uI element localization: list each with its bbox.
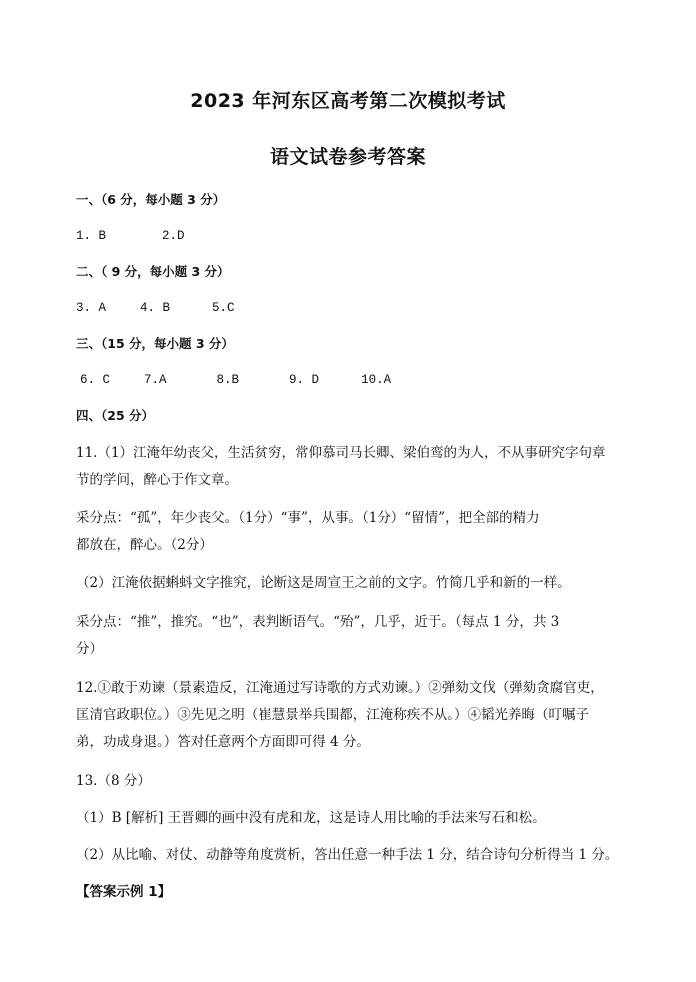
q13-part1: （1）B [解析] 王晋卿的画中没有虎和龙，这是诗人用比喻的手法来写石和松。 bbox=[76, 810, 546, 826]
answer-item: 3. A bbox=[76, 301, 107, 315]
answer-item: 9. D bbox=[289, 373, 320, 387]
document-title: 2023 年河东区高考第二次模拟考试 bbox=[190, 90, 506, 112]
answer-item: 4. B bbox=[140, 301, 171, 315]
answer-item: 10.A bbox=[361, 373, 392, 387]
q12-line1: 12.①敢于劝谏（景素造反，江淹通过写诗歌的方式劝谏。）②弹劾文伐（弹劾贪腐官吏， bbox=[76, 680, 604, 696]
answer-row-2 bbox=[76, 298, 235, 318]
answer-row-1 bbox=[76, 226, 185, 246]
q12-line2: 匡清官政职位。）③先见之明（崔慧景举兵围都，江淹称疾不从。）④韬光养晦（叮嘱子 bbox=[76, 707, 589, 723]
q11-score1-line1: 采分点：“孤”，年少丧父。（1分）“事”，从事。（1分）“留情”，把全部的精力 bbox=[76, 510, 540, 526]
section-heading-3: 三、（15 分，每小题 3 分） bbox=[76, 336, 234, 351]
document-subtitle: 语文试卷参考答案 bbox=[269, 146, 426, 168]
answer-item: 8.B bbox=[216, 373, 240, 387]
answer-row-3 bbox=[80, 370, 391, 390]
q11-part2: （2）江淹依据蝌蚪文字推究，论断这是周宣王之前的文字。竹简几乎和新的一样。 bbox=[76, 575, 571, 591]
q11-part1-line1: 11.（1）江淹年幼丧父，生活贫穷，常仰慕司马长卿、梁伯鸾的为人，不从事研究字句章 bbox=[76, 445, 606, 461]
q11-score2-line2: 分） bbox=[76, 641, 103, 657]
section-heading-1: 一、（6 分，每小题 3 分） bbox=[76, 192, 226, 207]
answer-item: 1. B bbox=[76, 229, 107, 243]
answer-item: 2.D bbox=[162, 229, 185, 243]
q13-heading: 13.（8 分） bbox=[76, 773, 151, 789]
answer-item: 6. C bbox=[80, 373, 111, 387]
q13-part2: （2）从比喻、对仗、动静等角度赏析，答出任意一种手法 1 分，结合诗句分析得当 1 分。 bbox=[76, 847, 619, 863]
q13-example-label: 【答案示例 1】 bbox=[76, 884, 172, 900]
q11-part1-line2: 节的学问，醉心于作文章。 bbox=[76, 472, 238, 488]
q11-score2-line1: 采分点：“推”，推究。“也”，表判断语气。“殆”，几乎，近于。（每点 1 分，共 3 bbox=[76, 614, 560, 630]
section-heading-4: 四、（25 分） bbox=[76, 408, 154, 423]
section-heading-2: 二、（ 9 分，每小题 3 分） bbox=[76, 264, 230, 279]
answer-item: 5.C bbox=[212, 301, 235, 315]
q12-line3: 弟，功成身退。）答对任意两个方面即可得 4 分。 bbox=[76, 734, 370, 750]
answer-item: 7.A bbox=[144, 373, 167, 387]
q11-score1-line2: 都放在，醉心。（2分） bbox=[76, 537, 213, 553]
